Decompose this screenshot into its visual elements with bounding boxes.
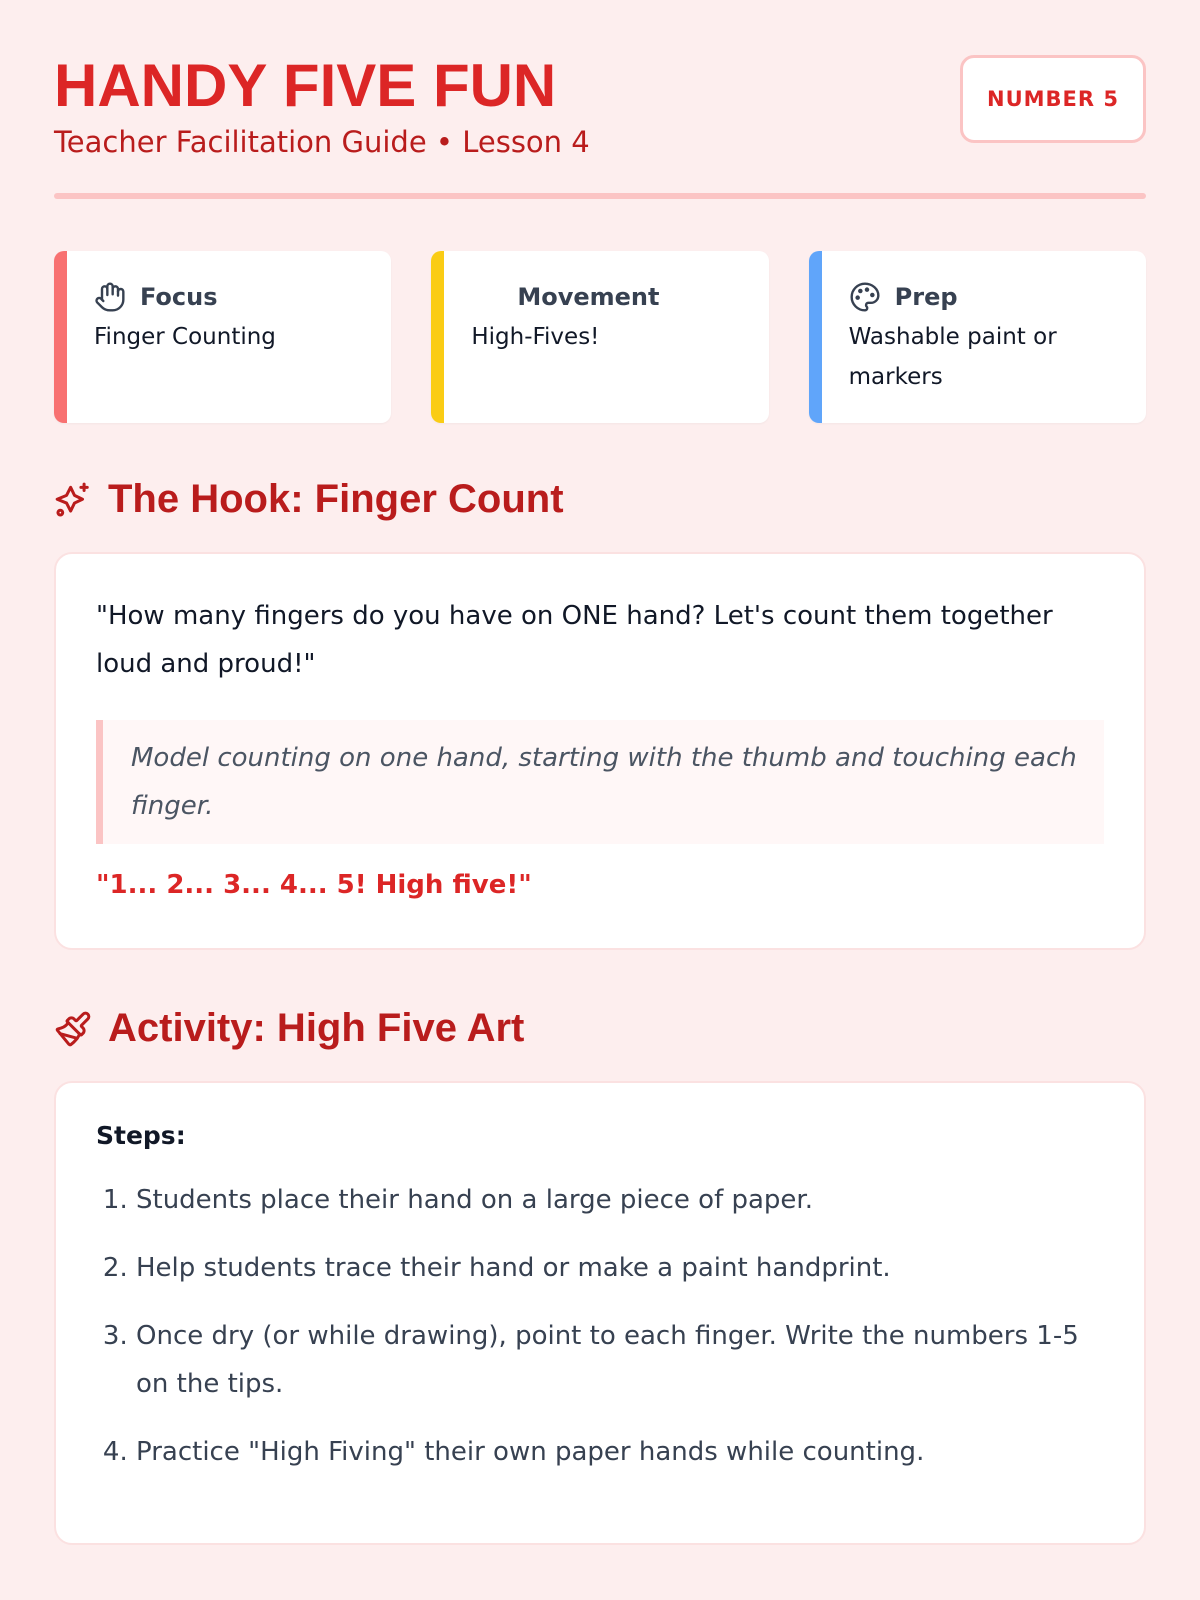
focus-label: Focus [140, 283, 218, 311]
hand-icon [94, 281, 126, 313]
prep-value: Washable paint or markers [848, 324, 1057, 390]
activity-title: Activity: High Five Art [108, 1006, 525, 1050]
activity-heading [54, 1006, 1146, 1051]
steps-label: Steps: [96, 1121, 186, 1150]
step-item: 4. Practice "High Fiving" their own paper hands while counting. [136, 1428, 1104, 1476]
hook-panel [54, 552, 1146, 950]
paintbrush-icon [54, 1010, 92, 1048]
focus-value: Finger Counting [94, 324, 276, 350]
step-item: 1. Students place their hand on a large piece of paper. [136, 1176, 1104, 1224]
activity-panel [54, 1081, 1146, 1545]
focus-card [54, 251, 391, 423]
prep-card [809, 251, 1146, 423]
hook-quote: "How many fingers do you have on ONE hand? Let's count them together loud and proud!" [96, 601, 1053, 679]
header-divider [54, 193, 1146, 199]
movement-card-accent [431, 251, 444, 423]
header [54, 0, 1146, 159]
palette-icon [849, 281, 881, 313]
sparkles-icon [54, 481, 92, 519]
page-title: HANDY FIVE FUN [54, 52, 557, 119]
number-badge: NUMBER 5 [960, 55, 1146, 143]
step-item: 2. Help students trace their hand or make a paint handprint. [136, 1244, 1104, 1292]
teacher-note: Model counting on one hand, starting with the thumb and touching each finger. [96, 720, 1104, 844]
prep-card-accent [809, 251, 822, 423]
step-item: 3. Once dry (or while drawing), point to each finger. Write the numbers 1-5 on the tips. [136, 1312, 1104, 1408]
focus-card-accent [54, 251, 67, 423]
hook-heading [54, 477, 1146, 522]
movement-label: Movement [517, 283, 660, 311]
movement-value: High-Fives! [471, 324, 600, 350]
info-cards [54, 251, 1146, 423]
movement-icon-placeholder [471, 281, 503, 313]
hook-title: The Hook: Finger Count [108, 477, 564, 521]
steps-list [96, 1176, 1104, 1476]
page-subtitle: Teacher Facilitation Guide • Lesson 4 [54, 125, 590, 159]
prep-label: Prep [894, 283, 958, 311]
movement-card [431, 251, 768, 423]
counting-chant: "1... 2... 3... 4... 5! High five!" [96, 870, 532, 900]
